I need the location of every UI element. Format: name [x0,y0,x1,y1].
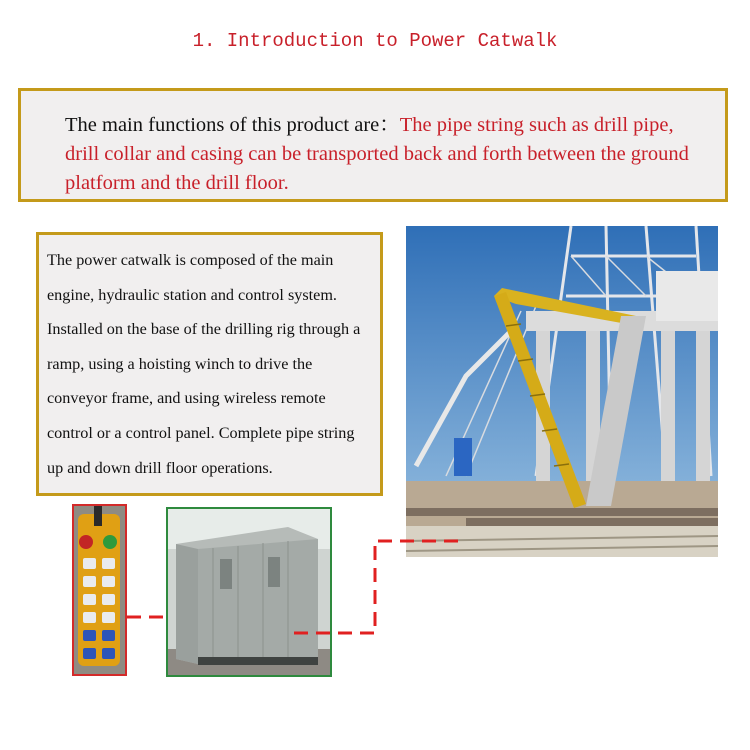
drilling-rig-photo [406,226,718,557]
composition-box [36,232,383,496]
functions-box [18,88,728,202]
rig-illustration [406,226,718,557]
functions-description: The pipe string such as drill pipe, drill collar and casing can be transported back and forth between the ground platform and the drill floor. [65,114,689,194]
functions-lead: The main functions of this product are： [65,114,400,136]
hydraulic-station-photo [166,507,332,677]
remote-control-icon [74,506,125,674]
hydraulic-station-icon [168,509,330,675]
functions-text [65,111,711,198]
page-title: 1. Introduction to Power Catwalk [192,30,558,52]
composition-text: The power catwalk is composed of the main engine, hydraulic station and control system. Installed on the base of the drilling rig through a ramp, using a hoisting winch to drive the conveyor frame, and using wireless remote control or a control panel. Complete pipe string up and down drill floor operations. [47,251,361,477]
wireless-remote-photo [72,504,127,676]
